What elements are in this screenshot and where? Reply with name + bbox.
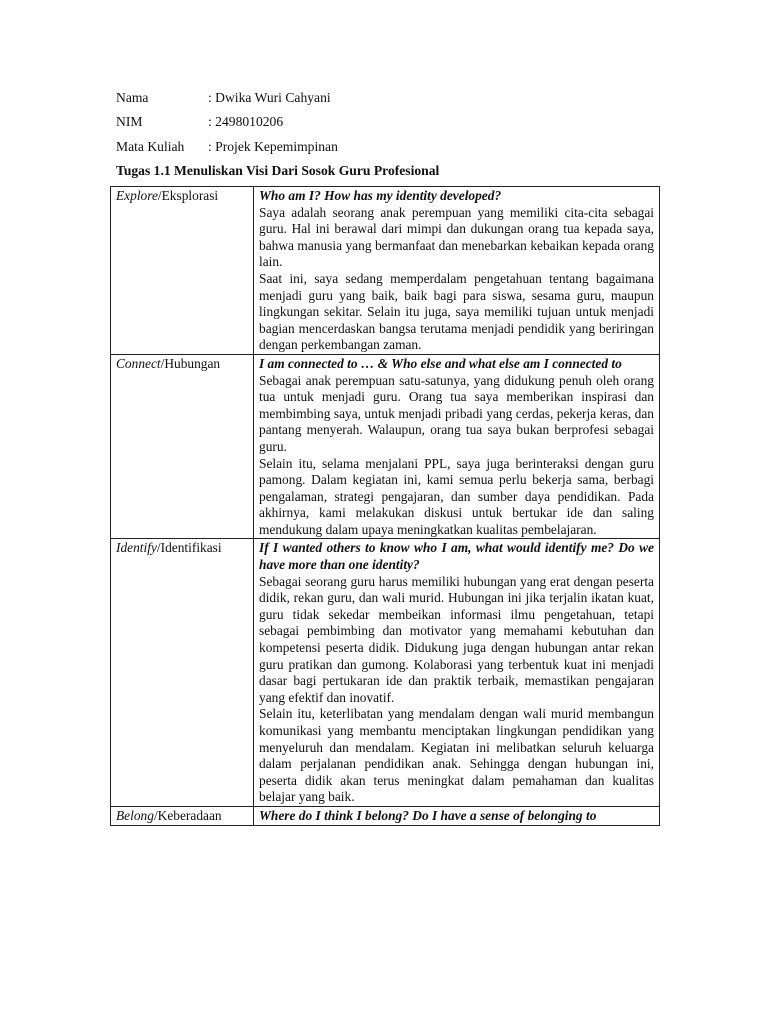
row-paragraph: Selain itu, keterlibatan yang mendalam dengan wali murid membangun komunikasi yang membantu menciptakan lingkungan pendidikan yang menyeluruh dan mendalam. Kegiatan ini melibatkan seluruh keluarga dalam perjalanan pendidikan anak. Sehingga dengan hubungan ini, peserta didik akan terus meningkat dalam pemahaman dan kualitas belajar yang baik.	[259, 706, 654, 805]
label-indonesian: /Hubungan	[160, 355, 221, 371]
row-paragraph: Saat ini, saya sedang memperdalam pengetahuan tentang bagaimana menjadi guru yang baik, baik bagi para siswa, sesama guru, maupun lingkungan sekitar. Selain itu juga, saya memiliki tujuan untuk menjadi bagian mencerdaskan bangsa terutama menjadi pendidik yang beriringan dengan perkembangan zaman.	[259, 270, 654, 353]
row-content	[254, 354, 660, 539]
row-question: If I wanted others to know who I am, what would identify me? Do we have more than one identity?	[259, 540, 654, 573]
course-row	[116, 135, 338, 160]
row-question: I am connected to … & Who else and what else am I connected to	[259, 355, 622, 371]
table-row	[111, 806, 660, 825]
student-info	[116, 86, 338, 160]
row-content	[254, 187, 660, 355]
course-value: : Projek Kepemimpinan	[208, 138, 338, 154]
row-label	[111, 187, 254, 355]
nim-row	[116, 111, 338, 136]
label-indonesian: /Identifikasi	[156, 540, 222, 556]
course-label: Mata Kuliah	[116, 138, 185, 154]
name-value: : Dwika Wuri Cahyani	[208, 89, 331, 105]
row-paragraph: Sebagai anak perempuan satu-satunya, yang didukung penuh oleh orang tua untuk menjadi guru. Orang tua saya memberikan inspirasi dan membimbing saya, untuk menjadi pribadi yang cerdas, pekerja keras, dan pantang menyerah. Walaupun, orang tua saya bukan berprofesi sebagai guru.	[259, 372, 654, 454]
row-paragraph: Saya adalah seorang anak perempuan yang memiliki cita-cita sebagai guru. Hal ini berawal dari mimpi dan dukungan orang tua kepada saya, bahwa manusia yang bermanfaat dan menebarkan kebaikan kepada orang lain.	[259, 204, 654, 270]
label-english: Belong	[116, 807, 154, 823]
row-paragraph: Selain itu, selama menjalani PPL, saya juga berinteraksi dengan guru pamong. Dalam kegiatan ini, kami semua perlu bekerja sama, berbagi pengalaman, strategi pengajaran, dan sumber daya pendidikan. Pada akhirnya, kami melakukan diskusi untuk bertukar ide dan saling mendukung dalam upaya meningkatkan kualitas pembelajaran.	[259, 455, 654, 537]
label-indonesian: /Keberadaan	[153, 807, 222, 823]
assignment-title: Tugas 1.1 Menuliskan Visi Dari Sosok Guru Profesional	[116, 163, 440, 178]
table-row	[111, 539, 660, 807]
name-label: Nama	[116, 89, 149, 105]
label-english: Explore	[116, 188, 158, 203]
label-english: Identify	[116, 540, 157, 556]
row-content	[254, 806, 660, 825]
row-question: Where do I think I belong? Do I have a sense of belonging to	[259, 807, 597, 823]
row-label	[111, 354, 254, 539]
row-paragraph: Sebagai seorang guru harus memiliki hubungan yang erat dengan peserta didik, rekan guru, dan wali murid. Hubungan ini jika terjalin ikatan kuat, guru tidak sekedar membeikan informasi ilmu pengetahuan, tetapi sebagai pembimbing dan motivator yang memahami kebutuhan dan kompetensi peserta didik. Didukung juga dengan hubungan antar rekan guru pratikan dan gumong. Kolaborasi yang terbentuk kuat ini menjadi dasar bagi pertukaran ide dan praktik terbaik, memastikan pengajaran yang efektif dan inovatif.	[259, 573, 654, 705]
row-label	[111, 539, 254, 807]
label-indonesian: /Eksplorasi	[157, 188, 219, 203]
row-question: Who am I? How has my identity developed?	[259, 188, 502, 203]
label-english: Connect	[116, 355, 161, 371]
row-content	[254, 539, 660, 807]
reflection-table	[110, 186, 660, 826]
table-row	[111, 354, 660, 539]
name-row	[116, 86, 338, 111]
nim-value: : 2498010206	[208, 114, 284, 130]
table-row	[111, 187, 660, 355]
nim-label: NIM	[116, 114, 143, 130]
row-label	[111, 806, 254, 825]
